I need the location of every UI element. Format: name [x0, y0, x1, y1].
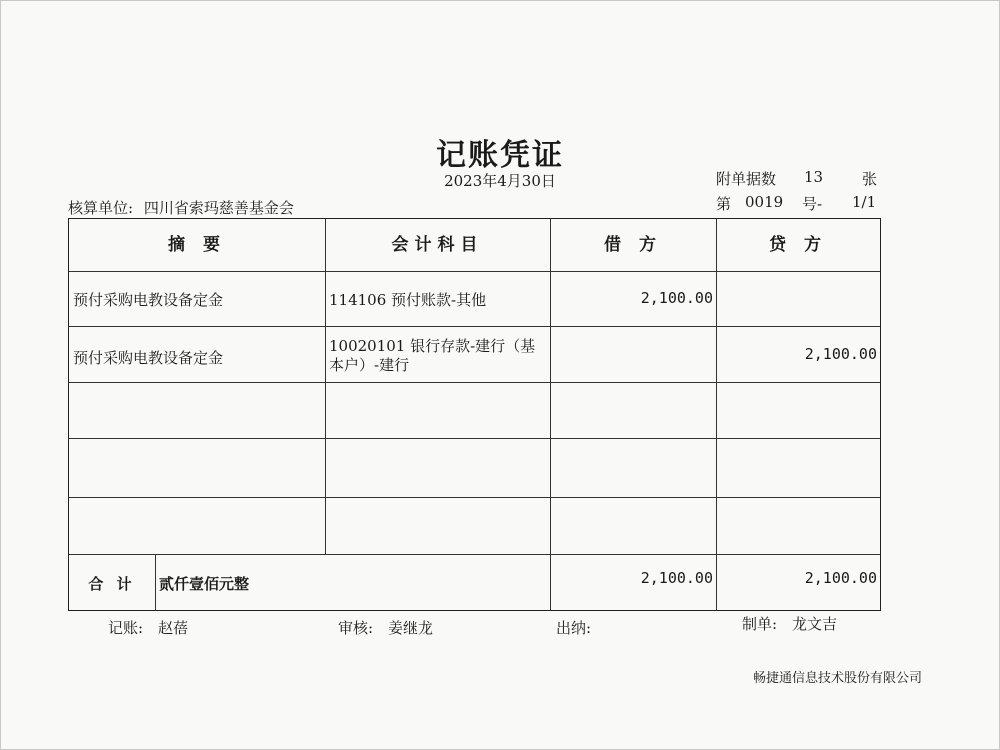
bookkeeper-label: 记账: [108, 619, 144, 637]
voucher-page: 1/1 [852, 193, 877, 211]
entry-account: 10020101 银行存款-建行（基本户）-建行 [329, 337, 536, 374]
company-footer: 畅捷通信息技术股份有限公司 [752, 671, 922, 686]
row-divider [69, 438, 880, 439]
col-divider [550, 219, 551, 610]
voucher-no-prefix: 第 [716, 195, 732, 213]
voucher-no-suffix: 号- [802, 195, 823, 213]
voucher-table [68, 218, 881, 611]
header-account: 会计科目 [391, 235, 484, 255]
header-summary: 摘 要 [168, 235, 226, 255]
row-divider [69, 326, 880, 327]
col-divider [716, 219, 717, 610]
entry-debit: 2,100.00 [640, 289, 713, 307]
entry-credit: 2,100.00 [804, 345, 877, 363]
attachments-suffix: 张 [862, 170, 878, 188]
total-label: 合 计 [88, 575, 136, 593]
attachments-count: 13 [804, 168, 824, 186]
row-divider [69, 382, 880, 383]
entry-account: 114106 预付账款-其他 [329, 291, 487, 309]
preparer-name: 龙文吉 [792, 615, 838, 633]
header-credit: 贷 方 [769, 235, 827, 255]
total-credit: 2,100.00 [804, 569, 877, 587]
row-divider [69, 554, 880, 555]
entry-summary: 预付采购电教设备定金 [73, 291, 224, 309]
voucher-number: 0019 [745, 193, 784, 211]
accounting-unit [68, 197, 294, 218]
row-divider [69, 497, 880, 498]
header-debit: 借 方 [604, 235, 662, 255]
voucher-date: 2023年4月30日 [444, 172, 556, 190]
attachments-label: 附单据数 [716, 170, 777, 188]
cashier-label: 出纳: [556, 619, 592, 637]
voucher-title: 记账凭证 [436, 138, 564, 173]
accounting-unit-label: 核算单位: [68, 199, 134, 217]
auditor-label: 审核: [338, 619, 374, 637]
bookkeeper-name: 赵蓓 [158, 619, 189, 637]
total-amount-words: 贰仟壹佰元整 [159, 575, 250, 593]
col-divider [155, 554, 156, 610]
entry-summary: 预付采购电教设备定金 [73, 349, 224, 367]
accounting-unit-name: 四川省索玛慈善基金会 [143, 199, 294, 217]
preparer-label: 制单: [742, 615, 778, 633]
row-divider [69, 271, 880, 272]
total-debit: 2,100.00 [640, 569, 713, 587]
auditor-name: 姜继龙 [388, 619, 434, 637]
